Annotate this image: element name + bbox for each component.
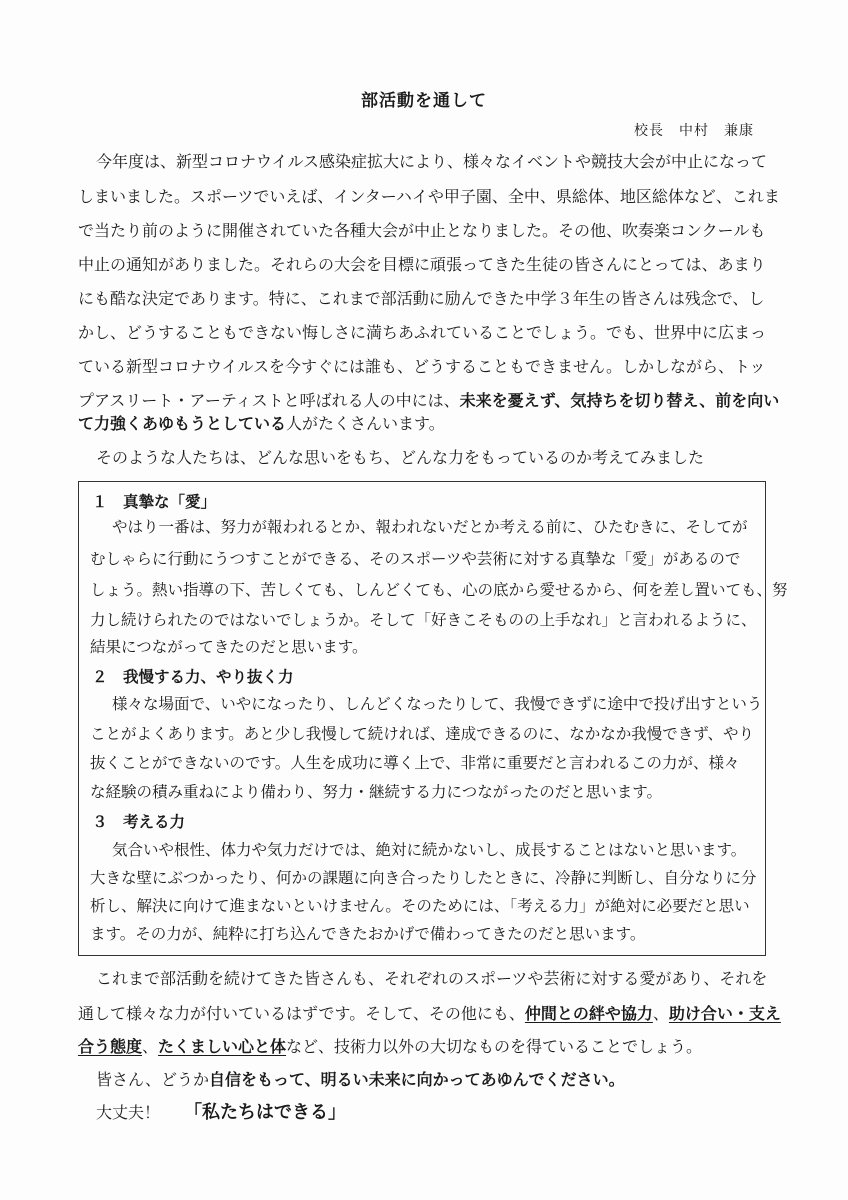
section-3-line-4: ます。その力が、純粋に打ち込んできたおかげで備わってきたのだと思います。 — [90, 925, 646, 943]
section-3-line-2: 大きな壁にぶつかったり、何かの課題に向き合ったりしたときに、冷静に判断し、自分なりに分 — [90, 869, 757, 887]
closing-line-2-comma: 、 — [652, 1004, 669, 1023]
closing-emphasis-strong: たくましい心と体 — [158, 1037, 287, 1056]
closing-line-4-emphasis: 自信をもって、明るい未来に向かってあゆんでください。 — [208, 1070, 625, 1089]
closing-line-4-text: 皆さん、どうか — [96, 1070, 209, 1089]
section-3-line-3: 析し、解決に向けて進まないといけません。そのためには、「考える力」が絶対に必要だと思い — [90, 897, 750, 915]
intro-line-3: で当たり前のように開催されていた各種大会が中止となりました。その他、吹奏楽コンクールも — [78, 221, 766, 240]
closing-line-2-text: 通して様々な力が付いているはずです。そして、その他にも、 — [78, 1004, 525, 1023]
intro-line-8-emphasis: 未来を憂えず、気持ちを切り替え、前を向い — [459, 391, 780, 410]
section-1-line-2: むしゃらに行動にうつすことができる、そのスポーツや芸術に対する真摯な「愛」があるので — [90, 550, 741, 568]
closing-line-2 — [78, 1004, 781, 1024]
intro-line-8-text: プアスリート・アーティストと呼ばれる人の中には、 — [78, 391, 460, 410]
closing-line-1: これまで部活動を続けてきた皆さんも、それぞれのスポーツや芸術に対する愛があり、それを — [96, 969, 768, 988]
closing-line-3 — [78, 1037, 702, 1057]
section-1-line-1: やはり一番は、努力が報われるとか、報われないだとか考える前に、ひたむきに、そしてが — [112, 518, 748, 536]
section-2-line-3: 抜くことができないのです。人生を成功に導く上で、非常に重要だと言われるこの力が、様々 — [90, 754, 740, 772]
intro-line-9-text: 人がたくさんいます。 — [286, 414, 445, 433]
section-2-heading: ２ 我慢する力、やり抜く力 — [92, 668, 294, 686]
section-2-line-1: 様々な場面で、いやになったり、しんどくなったりして、我慢できずに途中で投げ出すという — [112, 695, 763, 713]
intro-line-8 — [78, 391, 779, 411]
closing-line-3-comma: 、 — [142, 1037, 159, 1056]
section-1-line-3: しょう。熱い指導の下、苦しくても、しんどくても、心の底から愛せるから、何を差し置いても、努 — [90, 581, 788, 599]
intro-line-1: 今年度は、新型コロナウイルス感染症拡大により、様々なイベントや競技大会が中止になって — [96, 152, 768, 171]
section-2-line-4: な経験の積み重ねにより備わり、努力・継続する力につながったのだと思います。 — [90, 783, 662, 801]
author-line: 校長 中村 兼康 — [634, 123, 754, 139]
closing-emphasis-bonds: 仲間との絆や協力 — [524, 1004, 653, 1023]
closing-emphasis-support: 助け合い・支え — [668, 1004, 781, 1023]
intro-line-6: かし、どうすることもできない悔しさに満ちあふれていることでしょう。でも、世界中に広まっ — [78, 323, 767, 342]
closing-slogan: 「私たちはできる」 — [184, 1102, 346, 1123]
closing-emphasis-attitude: 合う態度 — [78, 1037, 143, 1056]
section-3-heading: ３ 考える力 — [92, 813, 186, 831]
section-2-line-2: ことがよくあります。あと少し我慢して続ければ、達成できるのに、なかなか我慢できず、やり — [90, 725, 755, 743]
section-1-line-4: 力し続けられたのではないでしょうか。そして「好きこそものの上手なれ」と言われるように、 — [90, 611, 757, 629]
section-1-heading: １ 真摯な「愛」 — [92, 493, 217, 511]
section-3-line-1: 気合いや根性、体力や気力だけでは、絶対に続かないし、成長することはないと思います。 — [112, 841, 747, 859]
page-title: 部活動を通して — [361, 91, 487, 111]
intro-line-2: しまいました。スポーツでいえば、インターハイや甲子園、全中、県総体、地区総体など、これま — [78, 187, 780, 206]
closing-daijoubu: 大丈夫！ — [96, 1103, 161, 1122]
section-1-line-5: 結果につながってきたのだと思います。 — [90, 638, 368, 656]
intro-line-5: にも酷な決定であります。特に、これまで部活動に励んできた中学３年生の皆さんは残念で、し — [78, 289, 765, 308]
intro-line-4: 中止の通知がありました。それらの大会を目標に頑張ってきた生徒の皆さんにとっては、あまり — [78, 255, 766, 274]
closing-line-3-text: など、技術力以外の大切なものを得ていることでしょう。 — [286, 1037, 703, 1056]
intro-line-10: そのような人たちは、どんな思いをもち、どんな力をもっているのか考えてみました — [96, 448, 705, 467]
intro-line-9-emphasis: て力強くあゆもうとしている — [78, 414, 287, 433]
intro-line-7: ている新型コロナウイルスを今すぐには誰も、どうすることもできません。しかしながら、トッ — [78, 357, 766, 376]
intro-line-9 — [78, 414, 445, 434]
closing-line-4 — [96, 1070, 625, 1090]
